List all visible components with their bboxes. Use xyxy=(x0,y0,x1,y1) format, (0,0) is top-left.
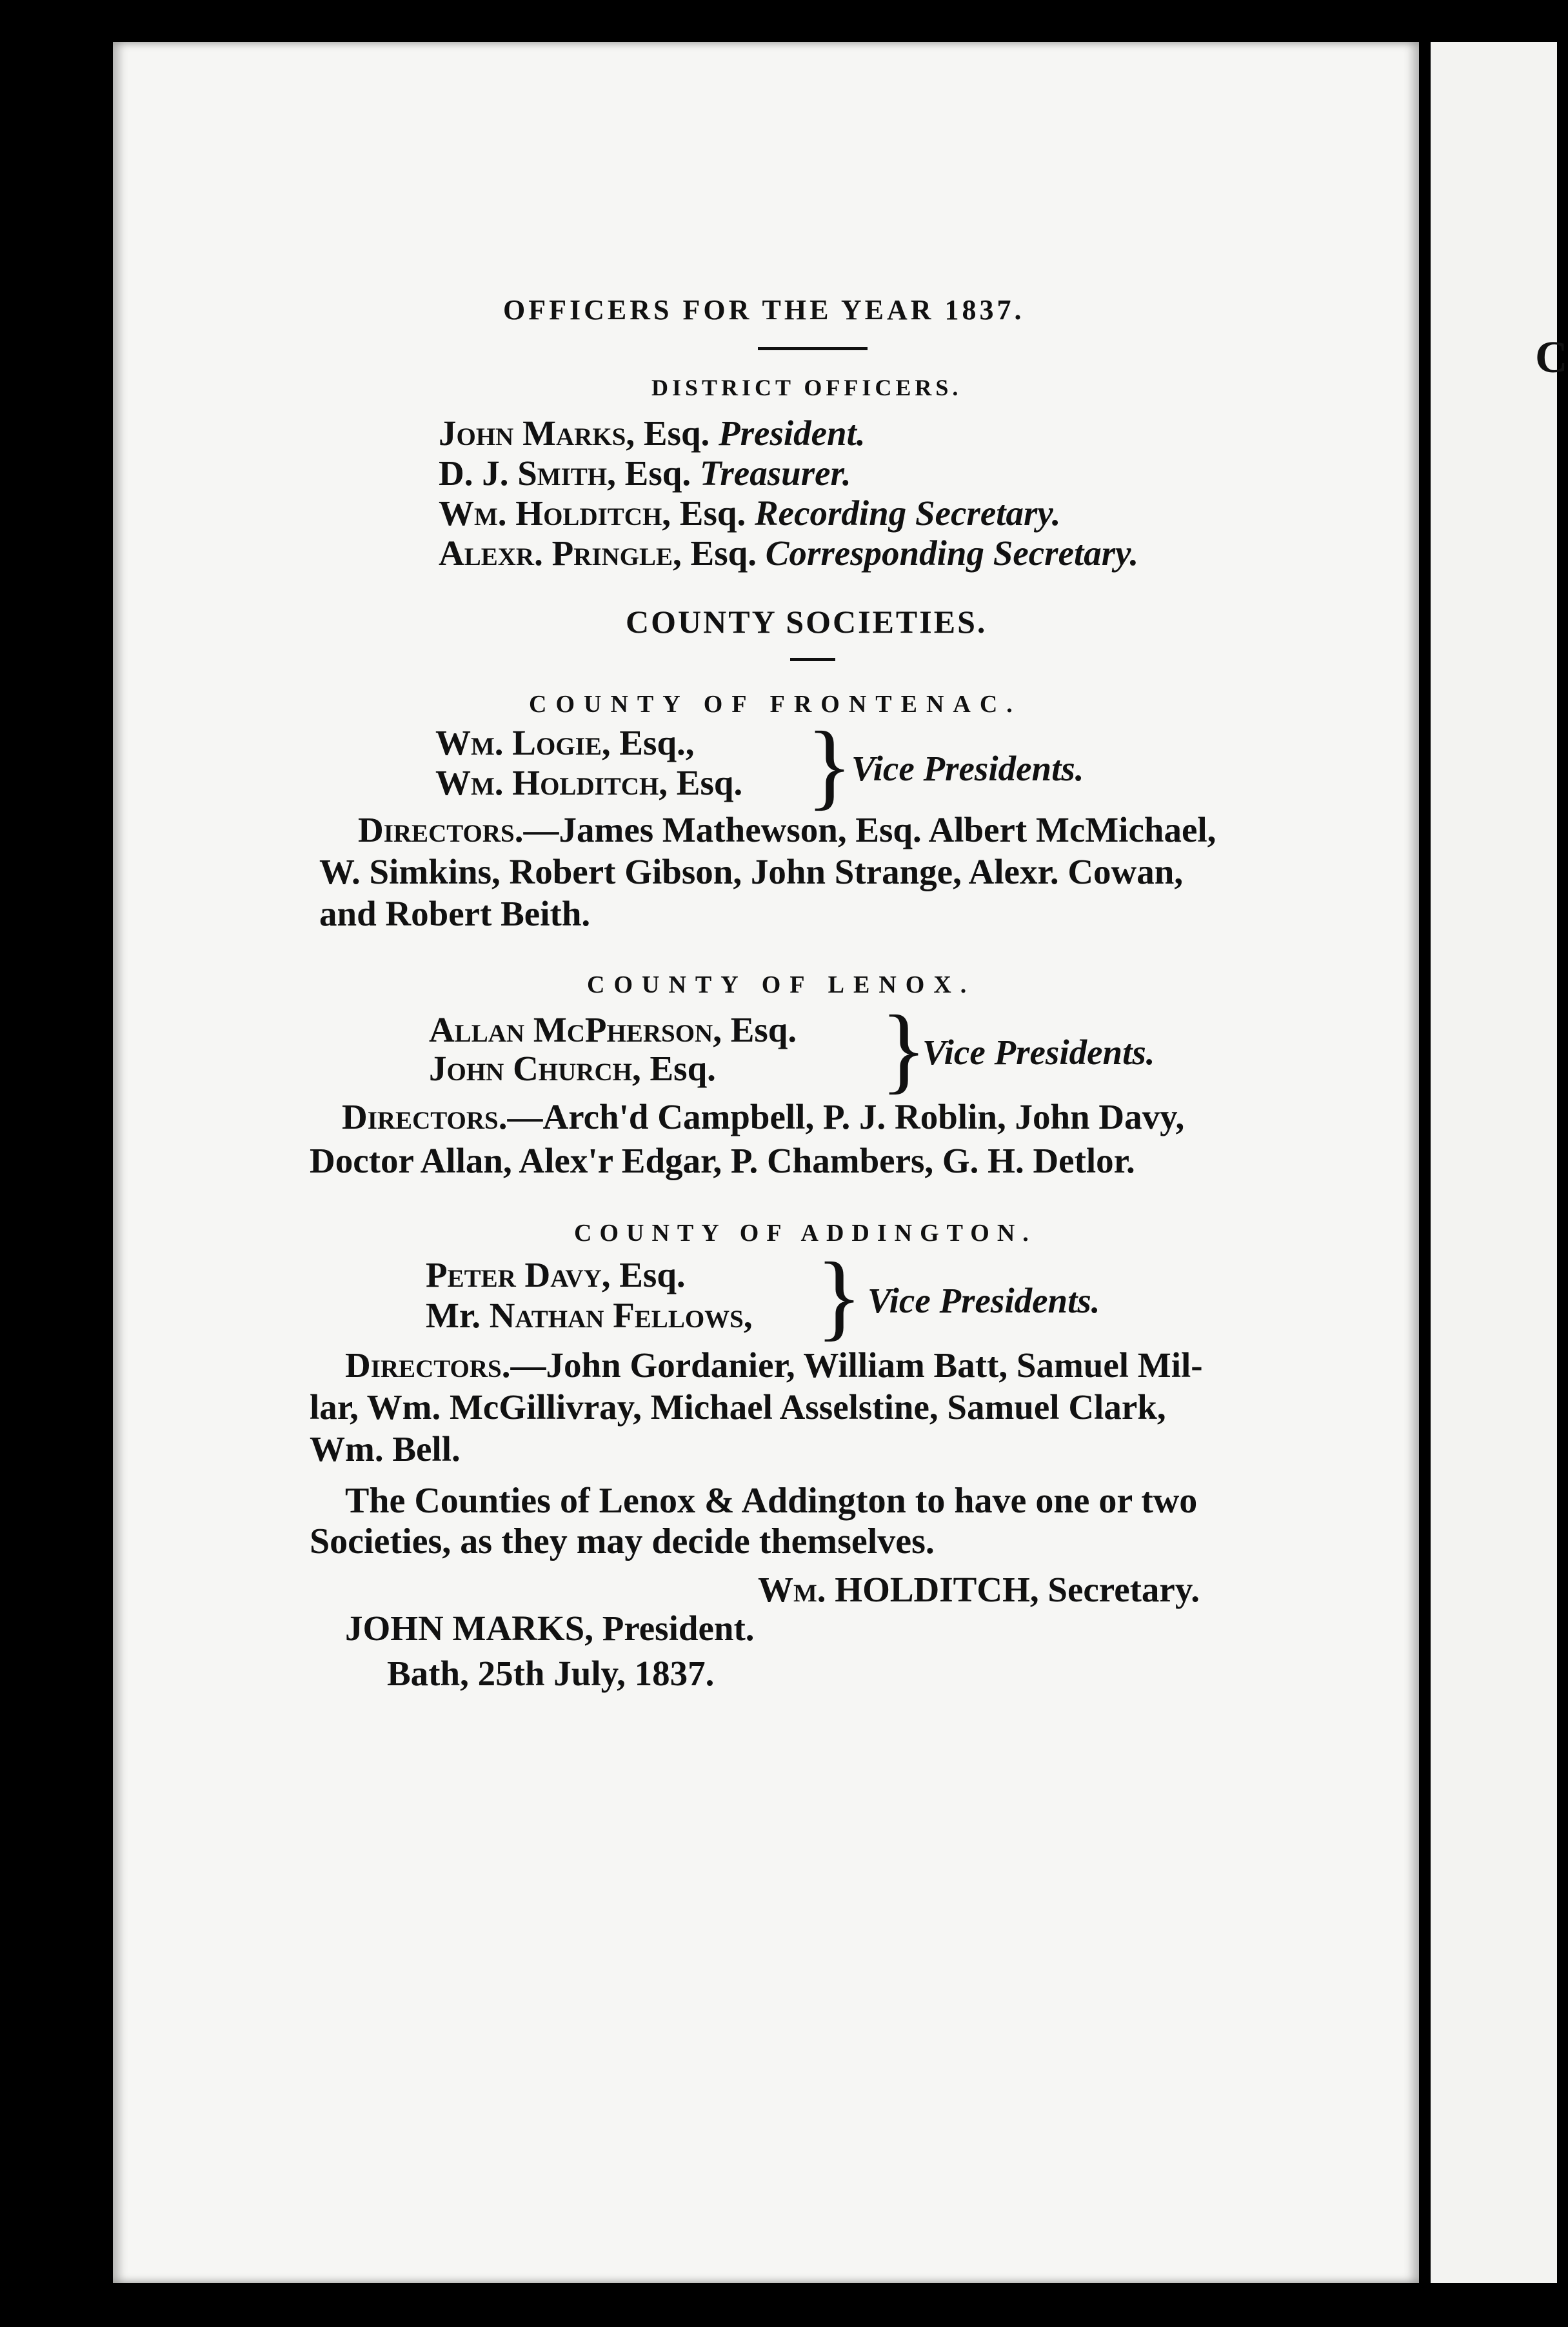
vp-name: Peter Davy xyxy=(426,1255,602,1294)
lenox-heading: COUNTY OF LENOX. xyxy=(587,971,976,998)
lenox-directors-2: Doctor Allan, Alex'r Edgar, P. Chambers, G. H. Detlor. xyxy=(310,1141,1135,1180)
directors-text: —James Mathewson, Esq. Albert McMichael, xyxy=(523,810,1216,849)
secretary-title: , Secretary. xyxy=(1029,1570,1200,1609)
officer-esq: , Esq. xyxy=(626,413,719,453)
brace-icon: } xyxy=(880,996,927,1103)
directors-label: Directors. xyxy=(358,810,524,849)
addington-vp-label: Vice Presidents. xyxy=(868,1281,1100,1320)
lenox-vp-1 xyxy=(429,1009,797,1050)
officer-name: John Marks xyxy=(439,413,626,453)
vp-esq: , xyxy=(743,1296,753,1335)
vp-esq: , Esq. xyxy=(631,1049,716,1088)
lenox-vp-2 xyxy=(429,1048,716,1089)
title-rule xyxy=(758,347,868,350)
vp-esq: , Esq. xyxy=(713,1010,797,1049)
note-line-1: The Counties of Lenox & Addington to have one or two xyxy=(345,1481,1198,1521)
addington-vp-2 xyxy=(426,1295,753,1336)
directors-label: Directors. xyxy=(345,1345,511,1385)
officer-esq: , Esq. xyxy=(662,493,755,533)
vp-prefix: Mr. xyxy=(426,1296,490,1335)
vp-esq: , Esq., xyxy=(601,723,695,762)
county-societies-heading: COUNTY SOCIETIES. xyxy=(626,604,987,640)
addington-directors-3: Wm. Bell. xyxy=(310,1429,461,1469)
officer-name: Wm. Holditch xyxy=(439,493,662,533)
brace-icon: } xyxy=(816,1243,862,1350)
officer-row-3 xyxy=(439,493,1061,533)
addington-heading: COUNTY OF ADDINGTON. xyxy=(574,1220,1037,1247)
directors-text: —Arch'd Campbell, P. J. Roblin, John Davy, xyxy=(507,1097,1185,1136)
frontenac-directors-3: and Robert Beith. xyxy=(319,894,591,933)
secretary-signature xyxy=(758,1569,1200,1610)
vp-esq: , Esq. xyxy=(601,1255,686,1294)
vp-name: John Church xyxy=(429,1049,632,1088)
directors-text: —John Gordanier, William Batt, Samuel Mil- xyxy=(510,1345,1203,1385)
vp-name: Allan McPherson xyxy=(429,1010,713,1049)
officer-esq: , Esq. xyxy=(673,533,766,573)
vp-esq: , Esq. xyxy=(659,763,743,802)
lenox-directors-1 xyxy=(342,1096,1184,1137)
vp-name: Nathan Fellows xyxy=(489,1296,744,1335)
secretary-name: Wm. HOLDITCH xyxy=(758,1570,1030,1609)
frontenac-vp-1 xyxy=(435,722,695,763)
addington-vp-1 xyxy=(426,1254,686,1295)
vp-name: Wm. Logie xyxy=(435,723,602,762)
officer-row-1 xyxy=(439,413,866,453)
lenox-vp-label: Vice Presidents. xyxy=(922,1033,1155,1072)
county-rule xyxy=(790,658,835,661)
officer-role: Corresponding Secretary. xyxy=(765,533,1139,573)
frontenac-directors-1 xyxy=(358,809,1216,850)
page-title: OFFICERS FOR THE YEAR 1837. xyxy=(503,294,1025,326)
vp-name: Wm. Holditch xyxy=(435,763,659,802)
officer-role: Recording Secretary. xyxy=(754,493,1061,533)
officer-row-2 xyxy=(439,453,851,493)
addington-directors-2: lar, Wm. McGillivray, Michael Asselstine, Samuel Clark, xyxy=(310,1387,1166,1427)
brace-icon: } xyxy=(806,712,853,819)
officer-role: President. xyxy=(719,413,866,453)
frontenac-vp-label: Vice Presidents. xyxy=(851,749,1084,788)
officer-esq: , Esq. xyxy=(607,453,700,493)
president-signature: JOHN MARKS, President. xyxy=(345,1609,755,1648)
officer-name: D. J. Smith xyxy=(439,453,608,493)
officer-row-4 xyxy=(439,533,1138,573)
district-officers-heading: DISTRICT OFFICERS. xyxy=(651,375,962,401)
frontenac-vp-2 xyxy=(435,762,742,803)
facing-page-letter: C xyxy=(1535,333,1568,382)
place-date: Bath, 25th July, 1837. xyxy=(387,1654,715,1693)
officer-name: Alexr. Pringle xyxy=(439,533,673,573)
officer-role: Treasurer. xyxy=(699,453,851,493)
frontenac-heading: COUNTY OF FRONTENAC. xyxy=(529,691,1022,718)
addington-directors-1 xyxy=(345,1345,1203,1385)
directors-label: Directors. xyxy=(342,1097,508,1136)
note-line-2: Societies, as they may decide themselves. xyxy=(310,1521,935,1561)
frontenac-directors-2: W. Simkins, Robert Gibson, John Strange, Alexr. Cowan, xyxy=(319,852,1184,891)
